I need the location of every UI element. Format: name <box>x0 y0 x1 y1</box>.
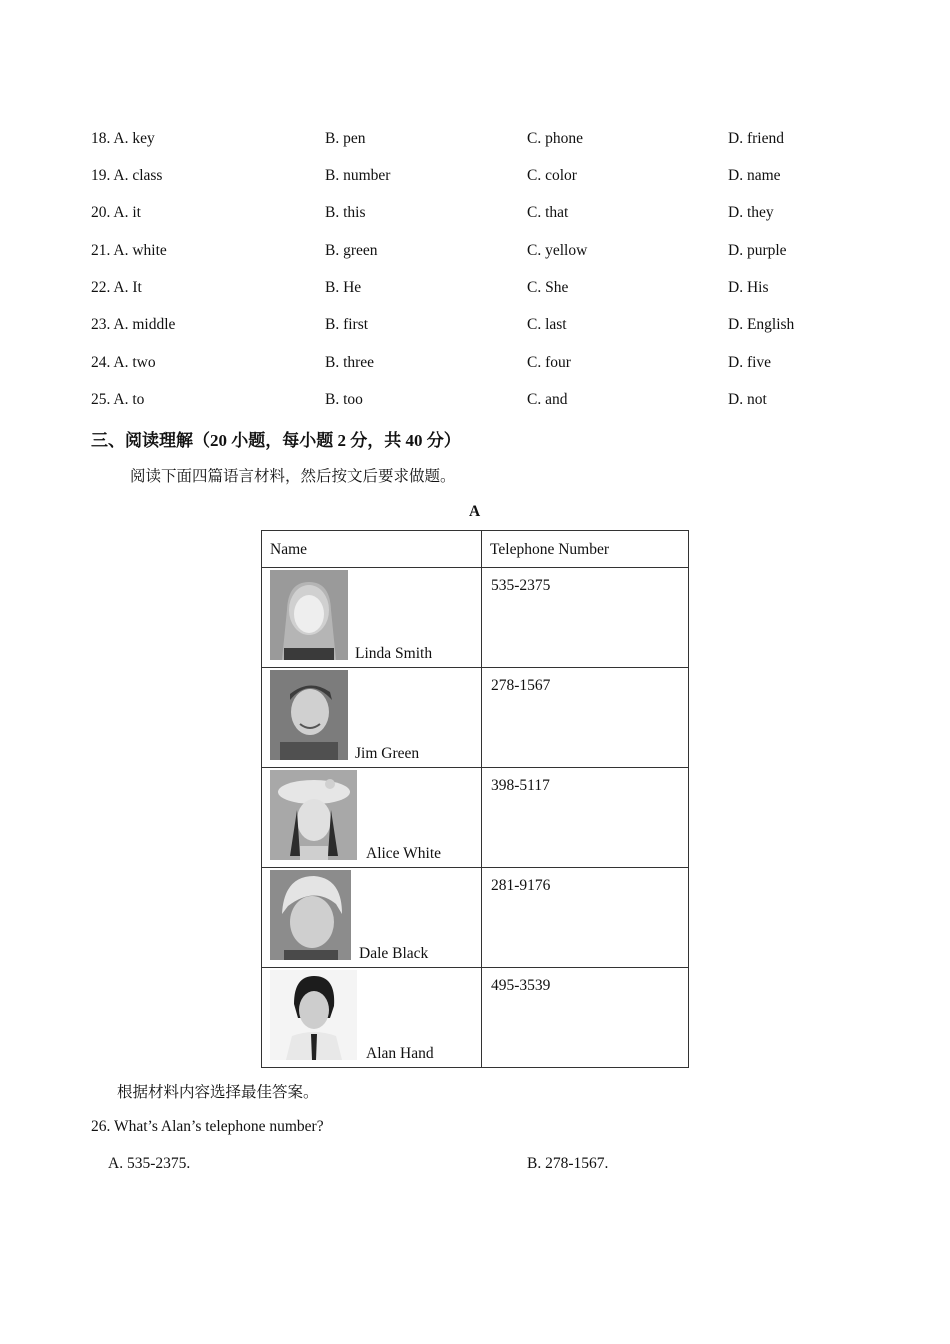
option-a: 20. A. it <box>91 204 141 221</box>
option-c: C. that <box>527 204 569 221</box>
option-c: C. color <box>527 167 577 184</box>
portrait-photo <box>270 970 357 1060</box>
option-row-19 <box>0 167 950 189</box>
option-c: C. yellow <box>527 242 588 259</box>
option-row-25 <box>0 391 950 413</box>
option-c: C. phone <box>527 130 583 147</box>
option-d: D. five <box>728 354 772 371</box>
option-a: 23. A. middle <box>91 316 176 333</box>
option-b: B. first <box>325 316 369 333</box>
table-row <box>262 668 689 768</box>
option-c: C. four <box>527 354 571 371</box>
question-26-option-b: B. 278-1567. <box>527 1155 609 1172</box>
person-name: Linda Smith <box>355 645 433 662</box>
passage-label: A <box>469 503 481 520</box>
option-d: D. name <box>728 167 781 184</box>
option-row-21 <box>0 242 950 264</box>
option-a: 18. A. key <box>91 130 155 147</box>
answer-instruction: 根据材料内容选择最佳答案。 <box>117 1084 319 1101</box>
phone-table <box>261 530 689 1068</box>
option-d: D. English <box>728 316 795 333</box>
portrait-photo <box>270 770 357 860</box>
option-d: D. friend <box>728 130 784 147</box>
option-b: B. three <box>325 354 375 371</box>
option-b: B. this <box>325 204 366 221</box>
option-d: D. purple <box>728 242 787 259</box>
option-row-20 <box>0 204 950 226</box>
portrait-photo <box>270 570 348 660</box>
option-d: D. not <box>728 391 767 408</box>
section-instruction: 阅读下面四篇语言材料，然后按文后要求做题。 <box>130 468 456 485</box>
option-b: B. He <box>325 279 362 296</box>
phone-number: 398-5117 <box>491 777 550 794</box>
option-c: C. She <box>527 279 569 296</box>
option-row-18 <box>0 130 950 152</box>
phone-number: 278-1567 <box>491 677 551 694</box>
option-c: C. and <box>527 391 568 408</box>
section-title: 三、阅读理解（20 小题，每小题 2 分，共 40 分） <box>91 431 461 450</box>
option-b: B. too <box>325 391 363 408</box>
table-row <box>262 968 689 1068</box>
option-a: 24. A. two <box>91 354 156 371</box>
table-row <box>262 568 689 668</box>
phone-number: 535-2375 <box>491 577 551 594</box>
question-26-option-a: A. 535-2375. <box>108 1155 191 1172</box>
option-d: D. His <box>728 279 769 296</box>
option-row-22 <box>0 279 950 301</box>
option-a: 25. A. to <box>91 391 145 408</box>
phone-number: 495-3539 <box>491 977 551 994</box>
option-a: 21. A. white <box>91 242 167 259</box>
table-header-row <box>262 531 689 568</box>
question-26-stem: 26. What’s Alan’s telephone number? <box>91 1118 324 1135</box>
option-a: 22. A. It <box>91 279 142 296</box>
phone-number: 281-9176 <box>491 877 551 894</box>
portrait-photo <box>270 670 348 760</box>
option-row-23 <box>0 316 950 338</box>
portrait-photo <box>270 870 351 960</box>
table-row <box>262 868 689 968</box>
header-name: Name <box>262 531 482 568</box>
option-a: 19. A. class <box>91 167 163 184</box>
person-name: Jim Green <box>355 745 420 762</box>
option-b: B. green <box>325 242 378 259</box>
option-b: B. pen <box>325 130 366 147</box>
option-b: B. number <box>325 167 391 184</box>
header-phone: Telephone Number <box>482 531 689 568</box>
option-c: C. last <box>527 316 567 333</box>
option-d: D. they <box>728 204 774 221</box>
person-name: Alice White <box>366 845 442 862</box>
person-name: Alan Hand <box>366 1045 434 1062</box>
table-row <box>262 768 689 868</box>
person-name: Dale Black <box>359 945 429 962</box>
option-row-24 <box>0 354 950 376</box>
